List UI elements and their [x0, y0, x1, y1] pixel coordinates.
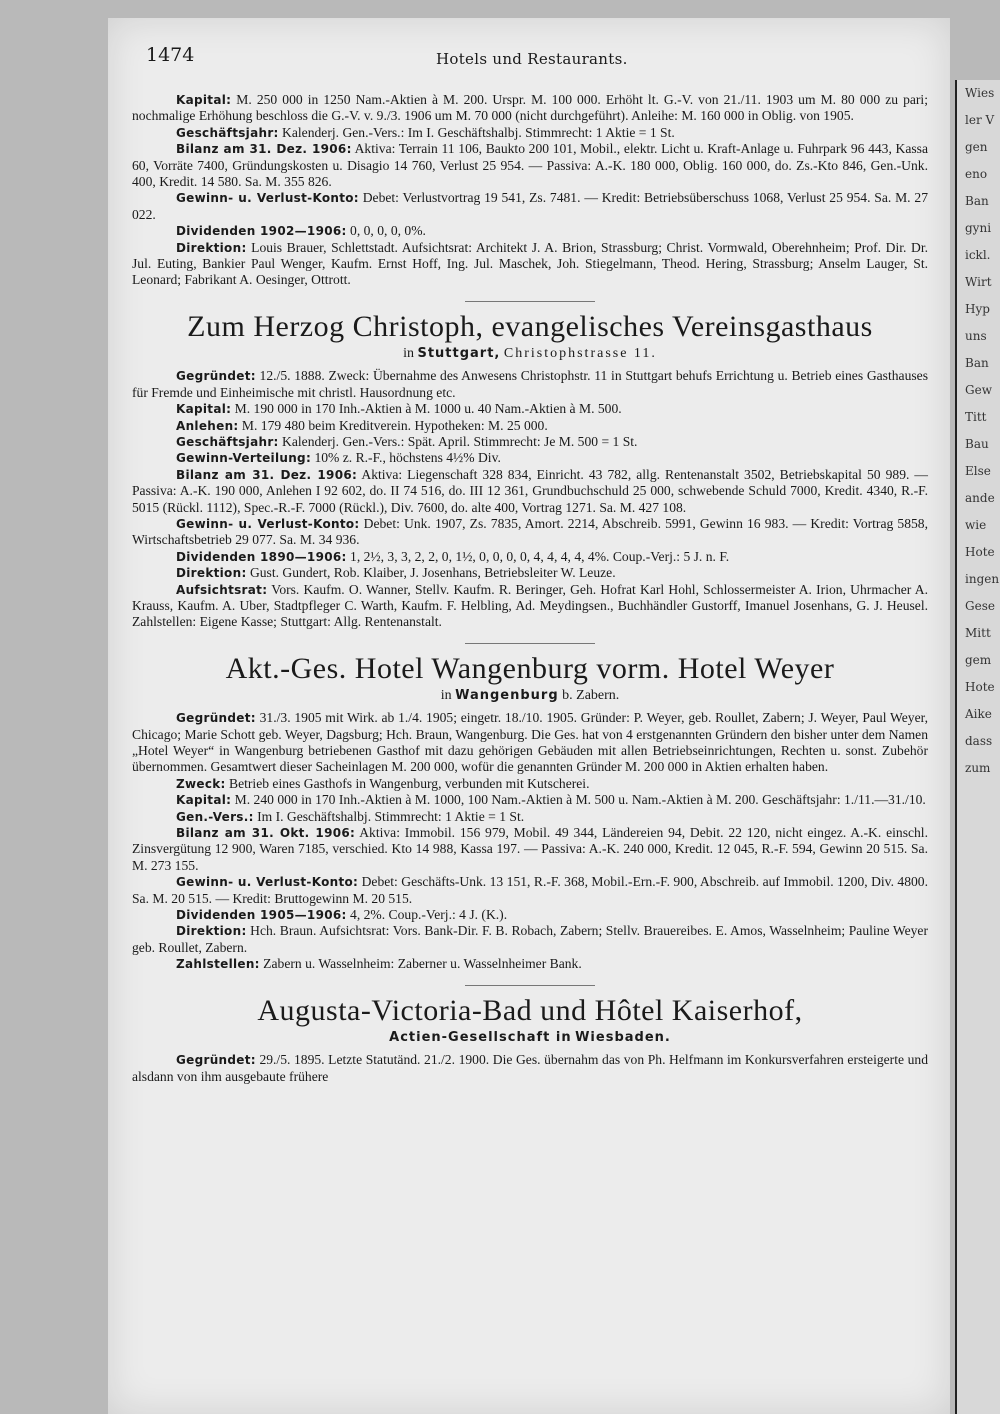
field-label: Gewinn- u. Verlust-Konto:	[176, 875, 359, 890]
field-text: Debet: Verlustvortrag 19 541, Zs. 7481. — Kredit: Betriebsüberschuss 1068, Verlust 25 954. Sa. M. 27 022.	[132, 190, 928, 222]
field-text: Vors. Kaufm. O. Wanner, Stellv. Kaufm. R. Beringer, Geh. Hofrat Karl Hohl, Schlossermeister A. Irion, Uhrmacher A. Krauss, Kaufm. A. Uber, Stadtpfleger C. Warth, Kaufm. F. Helbling, Ad. Meydingsen., Buchhändler Gustorff, Imanuel Josenhans, G. J. Heusel. Zahlstellen: Eigene Kasse; Stuttgart: Allg. Rentenanstalt.	[132, 581, 928, 630]
entry-paragraph	[132, 240, 928, 289]
entry-paragraph	[132, 516, 928, 549]
field-text: 0, 0, 0, 0, 0%.	[346, 223, 426, 239]
field-text: M. 190 000 in 170 Inh.-Aktien à M. 1000 u. 40 Nam.-Aktien à M. 500.	[231, 401, 622, 417]
margin-fragment: ande	[965, 491, 995, 505]
margin-fragment: ler V	[965, 113, 995, 127]
entry-location	[132, 346, 928, 362]
entry-paragraph	[132, 141, 928, 190]
margin-fragment: Gew	[965, 383, 992, 397]
entry-herzog-christoph	[132, 310, 928, 631]
section-divider	[465, 301, 595, 302]
entry-paragraph	[132, 582, 928, 631]
field-label: Gegründet:	[176, 369, 256, 384]
margin-fragment: Ban	[965, 194, 989, 208]
margin-fragment: uns	[965, 329, 987, 343]
field-label: Bilanz am 31. Dez. 1906:	[176, 142, 352, 157]
entry-paragraph	[132, 956, 928, 972]
field-label: Geschäftsjahr:	[176, 125, 279, 140]
location-city: Wangenburg	[455, 687, 559, 703]
section-divider	[465, 985, 595, 986]
margin-fragment: dass	[965, 734, 993, 748]
margin-fragment: Wirt	[965, 275, 992, 289]
field-label: Direktion:	[176, 924, 247, 939]
location-suffix: b. Zabern.	[562, 687, 620, 703]
entry-location	[132, 1030, 928, 1046]
entry-hotel-wangenburg	[132, 652, 928, 973]
margin-fragment: Gese	[965, 599, 995, 613]
field-text: Zabern u. Wasselnheim: Zaberner u. Wasselnheimer Bank.	[259, 956, 582, 972]
entry-paragraph	[132, 923, 928, 956]
location-city: Stuttgart,	[417, 345, 501, 361]
field-label: Gen.-Vers.:	[176, 809, 254, 824]
field-label: Dividenden 1902—1906:	[176, 224, 347, 239]
page-content	[132, 92, 928, 1085]
location-suffix: Christophstrasse 11.	[503, 345, 657, 361]
entry-paragraph	[132, 809, 928, 825]
entry-paragraph	[132, 874, 928, 907]
field-text: 1, 2½, 3, 3, 2, 2, 0, 1½, 0, 0, 0, 0, 4, 4, 4, 4, 4%. Coup.-Verj.: 5 J. n. F.	[346, 548, 730, 564]
entry-paragraph	[132, 401, 928, 417]
entry-augusta-victoria-bad	[132, 994, 928, 1085]
field-label: Kapital:	[176, 402, 232, 417]
field-label: Gewinn-Verteilung:	[176, 451, 312, 466]
entry-title: Zum Herzog Christoph, evangelisches Vereinsgasthaus	[187, 309, 873, 343]
entry-title: Augusta-Victoria-Bad und Hôtel Kaiserhof,	[257, 993, 803, 1027]
margin-fragment: Hyp	[965, 302, 990, 316]
field-text: Aktiva: Liegenschaft 328 834, Einricht. 43 782, allg. Rentenanstalt 3502, Betriebskapital 50 989. — Passiva: A.-K. 190 000, Anlehen I 92 602, do. II 74 516, do. III 12 361, Grundbuchschuld 25 000, schwebende Schuld 7000, Kredit. 4340, R.-F. 5015 (Rückl. 1112), Spec.-R.-F. 7000 (Rückl.), Div. 7600, do. alte 400, Vortrag 1271. Sa. M. 427 108.	[132, 466, 928, 515]
margin-fragment: ickl.	[965, 248, 991, 262]
entry-paragraph	[132, 792, 928, 808]
field-text: M. 240 000 in 170 Inh.-Aktien à M. 1000, 100 Nam.-Aktien à M. 500 u. Nam.-Aktien à M. 200. Geschäftsjahr: 1./11.—31./10.	[231, 792, 926, 808]
field-text: Hch. Braun. Aufsichtsrat: Vors. Bank-Dir. F. B. Robach, Zabern; Stellv. Brauereibes. E. Amos, Wasselnheim; Pauline Weyer geb. Roullet, Zabern.	[132, 923, 928, 955]
margin-fragment: Titt	[965, 410, 987, 424]
field-label: Bilanz am 31. Okt. 1906:	[176, 826, 356, 841]
entry-location	[132, 688, 928, 704]
entry-paragraph	[132, 907, 928, 923]
adjacent-page-strip	[955, 80, 1000, 1414]
entry-paragraph	[132, 190, 928, 223]
margin-fragment: gem	[965, 653, 992, 667]
field-text: Gust. Gundert, Rob. Klaiber, J. Josenhans, Betriebsleiter W. Leuze.	[246, 565, 616, 581]
field-text: M. 179 480 beim Kreditverein. Hypotheken: M. 25 000.	[238, 417, 548, 433]
entry-paragraph	[132, 368, 928, 401]
margin-fragment: Hote	[965, 680, 995, 694]
margin-fragment: Wies	[965, 86, 995, 100]
entry-paragraph	[132, 434, 928, 450]
field-label: Bilanz am 31. Dez. 1906:	[176, 467, 358, 482]
margin-fragment: Aike	[965, 707, 992, 721]
field-text: 31./3. 1905 mit Wirk. ab 1./4. 1905; eingetr. 18./10. 1905. Gründer: P. Weyer, geb. Roullet, Zabern; J. Weyer, Paul Weyer, Chicago; Marie Schott geb. Weyer, Dagsburg; Hch. Braun, Wangenburg. Die Ges. hat von 4 erstgenannten Gründern den bisher unter dem Namen „Hotel Weyer“ in Wangenburg betriebenen Gasthof mit dazu gehörigen Gebäuden mit allen Betriebseinrichtungen, Rechten u. sonst. Zubehör übernommen. Gesamtwert dieser Sacheinlagen M. 200 000, wofür die genannten Gründer M. 200 000 in Aktien erhalten haben.	[132, 710, 928, 775]
field-label: Direktion:	[176, 240, 247, 255]
field-label: Zweck:	[176, 776, 226, 791]
margin-fragment: gen	[965, 140, 988, 154]
field-label: Dividenden 1890—1906:	[176, 549, 347, 564]
entry-paragraph	[132, 549, 928, 565]
location-prefix: Actien-Gesellschaft in	[389, 1029, 572, 1045]
field-label: Zahlstellen:	[176, 957, 260, 972]
field-label: Geschäftsjahr:	[176, 434, 279, 449]
field-text: Kalenderj. Gen.-Vers.: Spät. April. Stimmrecht: Je M. 500 = 1 St.	[278, 433, 638, 449]
margin-fragment: Hote	[965, 545, 995, 559]
entry-title: Akt.-Ges. Hotel Wangenburg vorm. Hotel Weyer	[225, 651, 835, 685]
field-label: Anlehen:	[176, 418, 239, 433]
margin-fragment: Else	[965, 464, 991, 478]
entry-paragraph	[132, 223, 928, 239]
field-text: M. 250 000 in 1250 Nam.-Aktien à M. 200. Urspr. M. 100 000. Erhöht lt. G.-V. von 21./11. 1903 um M. 80 000 zu pari; nochmalige Erhöhung beschloss die G.-V. v. 9./3. 1906 um M. 70 000 (nicht durchgeführt). Anleihe: M. 160 000 in Oblig. von 1905.	[132, 92, 928, 124]
field-text: 29./5. 1895. Letzte Statutänd. 21./2. 1900. Die Ges. übernahm das von Ph. Helfmann im Konkursverfahren ersteigerte und alsdann von ihm ausgebaute frühere	[132, 1052, 928, 1084]
margin-fragment: zum	[965, 761, 991, 775]
section-divider	[465, 643, 595, 644]
entry-paragraph	[132, 710, 928, 776]
entry-paragraph	[132, 565, 928, 581]
margin-fragment: wie	[965, 518, 987, 532]
entry-continuation	[132, 92, 928, 289]
field-text: Im I. Geschäftshalbj. Stimmrecht: 1 Aktie = 1 St.	[253, 808, 525, 824]
margin-fragment: Mitt	[965, 626, 991, 640]
field-text: 4, 2%. Coup.-Verj.: 4 J. (K.).	[346, 907, 508, 923]
entry-paragraph	[132, 125, 928, 141]
field-text: 12./5. 1888. Zweck: Übernahme des Anwesens Christophstr. 11 in Stuttgart behufs Errichtung u. Betrieb eines Gasthauses für Fremde und Einheimische mit christl. Hausordnung etc.	[132, 368, 928, 400]
entry-paragraph	[132, 418, 928, 434]
page-number: 1474	[146, 44, 195, 66]
field-text: 10% z. R.-F., höchstens 4½% Div.	[311, 450, 501, 466]
field-label: Gegründet:	[176, 711, 256, 726]
entry-paragraph	[132, 1052, 928, 1085]
field-text: Debet: Unk. 1907, Zs. 7835, Amort. 2214, Abschreib. 5991, Gewinn 16 983. — Kredit: Vortrag 5858, Wirtschaftsbetrieb 29 077. Sa. M. 34 936.	[132, 515, 928, 548]
field-label: Aufsichtsrat:	[176, 582, 268, 597]
running-head: Hotels und Restaurants.	[436, 50, 628, 68]
field-text: Kalenderj. Gen.-Vers.: Im I. Geschäftshalbj. Stimmrecht: 1 Aktie = 1 St.	[278, 124, 675, 140]
margin-fragment: Ban	[965, 356, 989, 370]
entry-paragraph	[132, 776, 928, 792]
margin-fragment: gyni	[965, 221, 992, 235]
field-text: Debet: Geschäfts-Unk. 13 151, R.-F. 368, Mobil.-Ern.-F. 900, Abschreib. auf Immobil. 1200, Div. 4800. Sa. M. 20 515. — Kredit: Bruttogewinn M. 20 515.	[132, 874, 928, 906]
field-label: Gewinn- u. Verlust-Konto:	[176, 191, 359, 206]
margin-fragment: Bau	[965, 437, 989, 451]
field-text: Louis Brauer, Schlettstadt. Aufsichtsrat: Architekt J. A. Brion, Strassburg; Christ. Vormwald, Oberehnheim; Prof. Dir. Dr. Jul. Euting, Bankier Paul Wenger, Kaufm. Ernst Hoff, Ing. Jul. Maschek, Joh. Stiegelmann, Theod. Hering, Strassburg; Anselm Lauger, St. Leonard; Fabrikant A. Oesinger, Ottrott.	[132, 239, 928, 288]
page-header	[146, 44, 946, 74]
field-text: Betrieb eines Gasthofs in Wangenburg, verbunden mit Kutscherei.	[225, 775, 590, 791]
entry-paragraph	[132, 825, 928, 874]
field-label: Dividenden 1905—1906:	[176, 908, 347, 923]
field-label: Kapital:	[176, 793, 232, 808]
location-prefix: in	[403, 345, 414, 361]
field-label: Kapital:	[176, 93, 232, 107]
field-text: Aktiva: Immobil. 156 979, Mobil. 49 344, Ländereien 94, Debit. 22 120, nicht eingez. A.-K. einschl. Zinsvergütung 12 900, Waren 7185, verschied. Kto 14 988, Kassa 197. — Passiva: A.-K. 240 000, Kredit. 12 045, R.-F. 594, Gewinn 20 515. Sa. M. 273 155.	[132, 825, 928, 873]
entry-paragraph	[132, 92, 928, 125]
margin-fragment: eno	[965, 167, 988, 181]
field-label: Gegründet:	[176, 1053, 256, 1068]
margin-fragment: ingen	[965, 572, 1000, 586]
field-text: Aktiva: Terrain 11 106, Baukto 200 101, Mobil., elektr. Licht u. Kraft-Anlage u. Fuhrpark 96 443, Kassa 60, Vorräte 7400, Gründungskosten u. Disagio 14 760, Verlust 25 954. — Passiva: A.-K. 180 000, Oblig. 160 000, do. Zs.-Kto 846, Gen.-Unk. 400, Kredit. 14 580. Sa. M. 355 826.	[132, 141, 929, 190]
field-label: Direktion:	[176, 566, 247, 581]
field-label: Gewinn- u. Verlust-Konto:	[176, 516, 360, 531]
entry-paragraph	[132, 467, 928, 516]
location-prefix: in	[440, 687, 452, 703]
entry-paragraph	[132, 450, 928, 466]
location-city: Wiesbaden.	[575, 1029, 671, 1045]
